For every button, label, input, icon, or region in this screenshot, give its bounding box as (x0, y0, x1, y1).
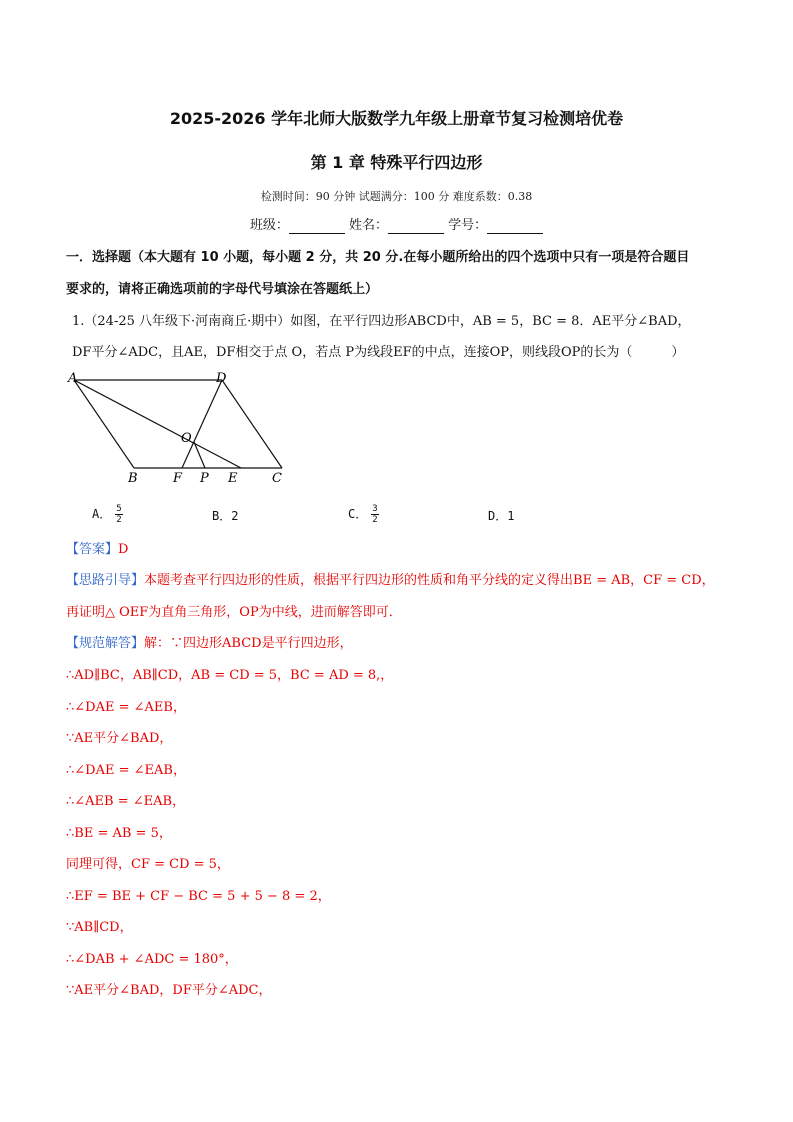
hint-line2: 再证明△ OEF为直角三角形，OP为中线，进而解答即可． (66, 605, 402, 620)
option-b[interactable]: B．2 (212, 509, 239, 523)
solution-line-2: ∴∠DAE = ∠AEB， (66, 700, 186, 715)
label-d: D (216, 371, 227, 386)
name-field[interactable] (388, 220, 444, 234)
id-field[interactable] (487, 220, 543, 234)
option-d[interactable]: D．1 (488, 509, 515, 523)
option-a[interactable]: A． $\frac{5}{2}$ (92, 504, 122, 525)
solution-line-1: ∴AD∥BC，AB∥CD，AB = CD = 5，BC = AD = 8,， (66, 668, 394, 683)
question-line1: 1.（24-25 八年级下·河南商丘·期中）如图，在平行四边形ABCD中，AB = 5，BC = 8．AE平分∠BAD， (72, 314, 691, 329)
solution-line-9: ∵AB∥CD， (66, 920, 133, 935)
label-f: F (173, 471, 183, 486)
label-a: A (68, 371, 78, 386)
section-heading-line2: 要求的，请将正确选项前的字母代号填涂在答题纸上） (66, 282, 379, 297)
solution-line-5: ∴∠AEB = ∠EAB， (66, 794, 186, 809)
segment-ba (74, 380, 134, 468)
hint-line1: 【思路引导】本题考查平行四边形的性质，根据平行四边形的性质和角平分线的定义得出BE = AB，CF = CD， (66, 573, 715, 588)
segment-dc (222, 380, 282, 468)
chapter-title: 第 1 章 特殊平行四边形 (310, 153, 483, 172)
solution-line-4: ∴∠DAE = ∠EAB， (66, 763, 186, 778)
class-label: 班级： (249, 218, 289, 233)
id-label: 学号： (448, 218, 488, 233)
student-info-row (0, 218, 793, 234)
option-a-fraction: $\frac{5}{2}$ (116, 504, 122, 525)
answer-row (66, 542, 128, 558)
solution-line-7: 同理可得，CF = CD = 5， (66, 857, 230, 872)
question-line2: DF平分∠ADC，且AE，DF相交于点 O，若点 P为线段EF的中点，连接OP，则线段OP的长为（ ） (72, 345, 685, 360)
parallelogram-figure (64, 368, 294, 488)
label-e: E (228, 471, 238, 486)
hint-tag: 【思路引导】 (66, 573, 145, 588)
class-field[interactable] (289, 220, 345, 234)
label-c: C (272, 471, 282, 486)
label-b: B (128, 471, 138, 486)
answer-tag: 【答案】 (66, 542, 119, 557)
solution-line-0: 【规范解答】解：∵四边形ABCD是平行四边形， (66, 636, 353, 651)
solution-line-6: ∴BE = AB = 5， (66, 826, 172, 841)
label-p: P (200, 471, 209, 486)
exam-meta: 检测时间：90 分钟 试题满分：100 分 难度系数：0.38 (260, 190, 533, 203)
solution-line-3: ∵AE平分∠BAD， (66, 731, 173, 746)
section-heading-line1: 一．选择题（本大题有 10 小题，每小题 2 分，共 20 分.在每小题所给出的四个选项中只有一项是符合题目 (66, 250, 690, 265)
option-c[interactable]: C． $\frac{3}{2}$ (348, 504, 378, 525)
option-c-fraction: $\frac{3}{2}$ (372, 504, 378, 525)
label-o: O (181, 431, 192, 446)
solution-line-8: ∴EF = BE + CF − BC = 5 + 5 − 8 = 2， (66, 889, 331, 904)
solution-tag: 【规范解答】 (66, 636, 145, 651)
document-title: 2025-2026 学年北师大版数学九年级上册章节复习检测培优卷 (169, 109, 624, 128)
answer-value: D (118, 542, 129, 557)
name-label: 姓名： (348, 218, 388, 233)
solution-line-10: ∴∠DAB + ∠ADC = 180°， (66, 952, 238, 967)
solution-line-11: ∵AE平分∠BAD，DF平分∠ADC， (66, 983, 272, 998)
